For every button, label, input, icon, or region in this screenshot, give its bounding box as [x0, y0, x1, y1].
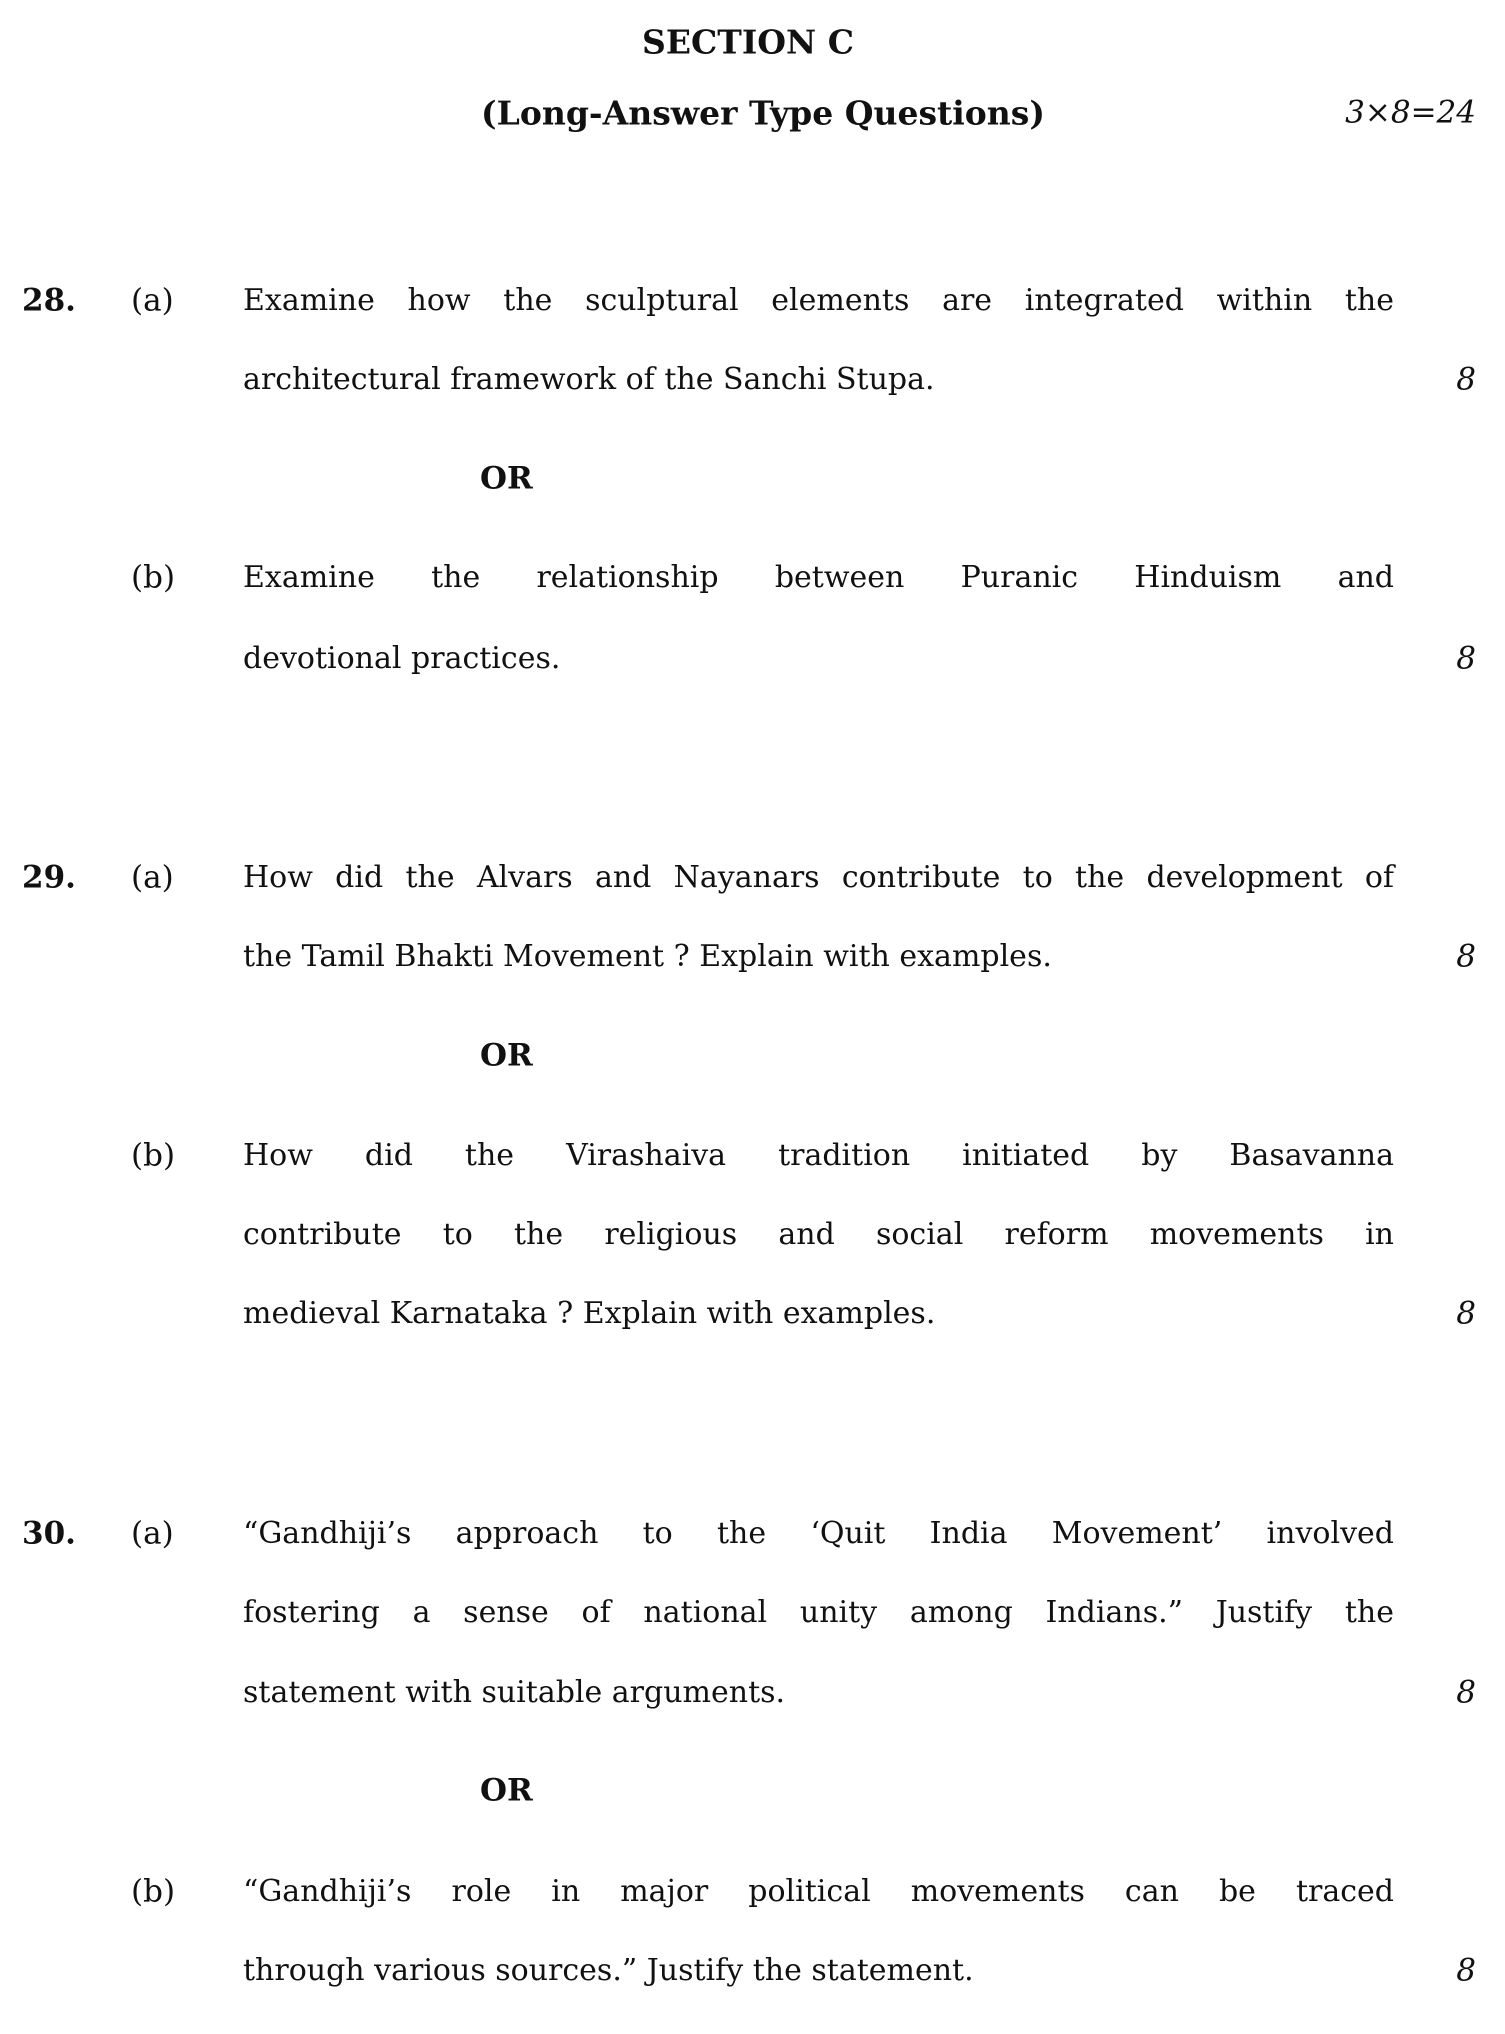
part-label: (a): [131, 859, 174, 896]
question-text-line: How did the Alvars and Nayanars contribute to the development of: [243, 860, 1394, 895]
part-label: (a): [131, 1515, 174, 1552]
question-number: 28.: [22, 282, 76, 319]
marks: 8: [1456, 1295, 1476, 1332]
marks: 8: [1456, 361, 1476, 398]
question-text-line: devotional practices.: [243, 641, 561, 676]
question-text-line: statement with suitable arguments.: [243, 1675, 786, 1710]
question-text-line: through various sources.” Justify the statement.: [243, 1953, 974, 1988]
question-number: 30.: [22, 1515, 76, 1552]
question-text-line: Examine the relationship between Puranic Hinduism and: [243, 560, 1394, 595]
question-text-line: “Gandhiji’s role in major political movements can be traced: [243, 1874, 1394, 1909]
marks: 8: [1456, 640, 1476, 677]
question-text-line: contribute to the religious and social reform movements in: [243, 1217, 1394, 1252]
part-label: (b): [131, 1873, 176, 1910]
question-text-line: Examine how the sculptural elements are integrated within the: [243, 283, 1394, 318]
question-number: 29.: [22, 859, 76, 896]
marks: 8: [1456, 1674, 1476, 1711]
part-label: (a): [131, 282, 174, 319]
section-title: SECTION C: [642, 22, 854, 62]
question-text-line: medieval Karnataka ? Explain with examples.: [243, 1296, 936, 1331]
section-subtitle: (Long-Answer Type Questions): [481, 93, 1045, 133]
question-text-line: fostering a sense of national unity among Indians.” Justify the: [243, 1595, 1394, 1630]
marks: 8: [1456, 1952, 1476, 1989]
or-separator: OR: [480, 1772, 533, 1809]
part-label: (b): [131, 1137, 176, 1174]
question-text-line: architectural framework of the Sanchi Stupa.: [243, 362, 935, 397]
question-text-line: the Tamil Bhakti Movement ? Explain with examples.: [243, 939, 1052, 974]
marks: 8: [1456, 938, 1476, 975]
or-separator: OR: [480, 1037, 533, 1074]
section-marks: 3×8=24: [1345, 94, 1476, 131]
part-label: (b): [131, 559, 176, 596]
question-text-line: “Gandhiji’s approach to the ‘Quit India Movement’ involved: [243, 1516, 1394, 1551]
or-separator: OR: [480, 460, 533, 497]
question-text-line: How did the Virashaiva tradition initiated by Basavanna: [243, 1138, 1394, 1173]
